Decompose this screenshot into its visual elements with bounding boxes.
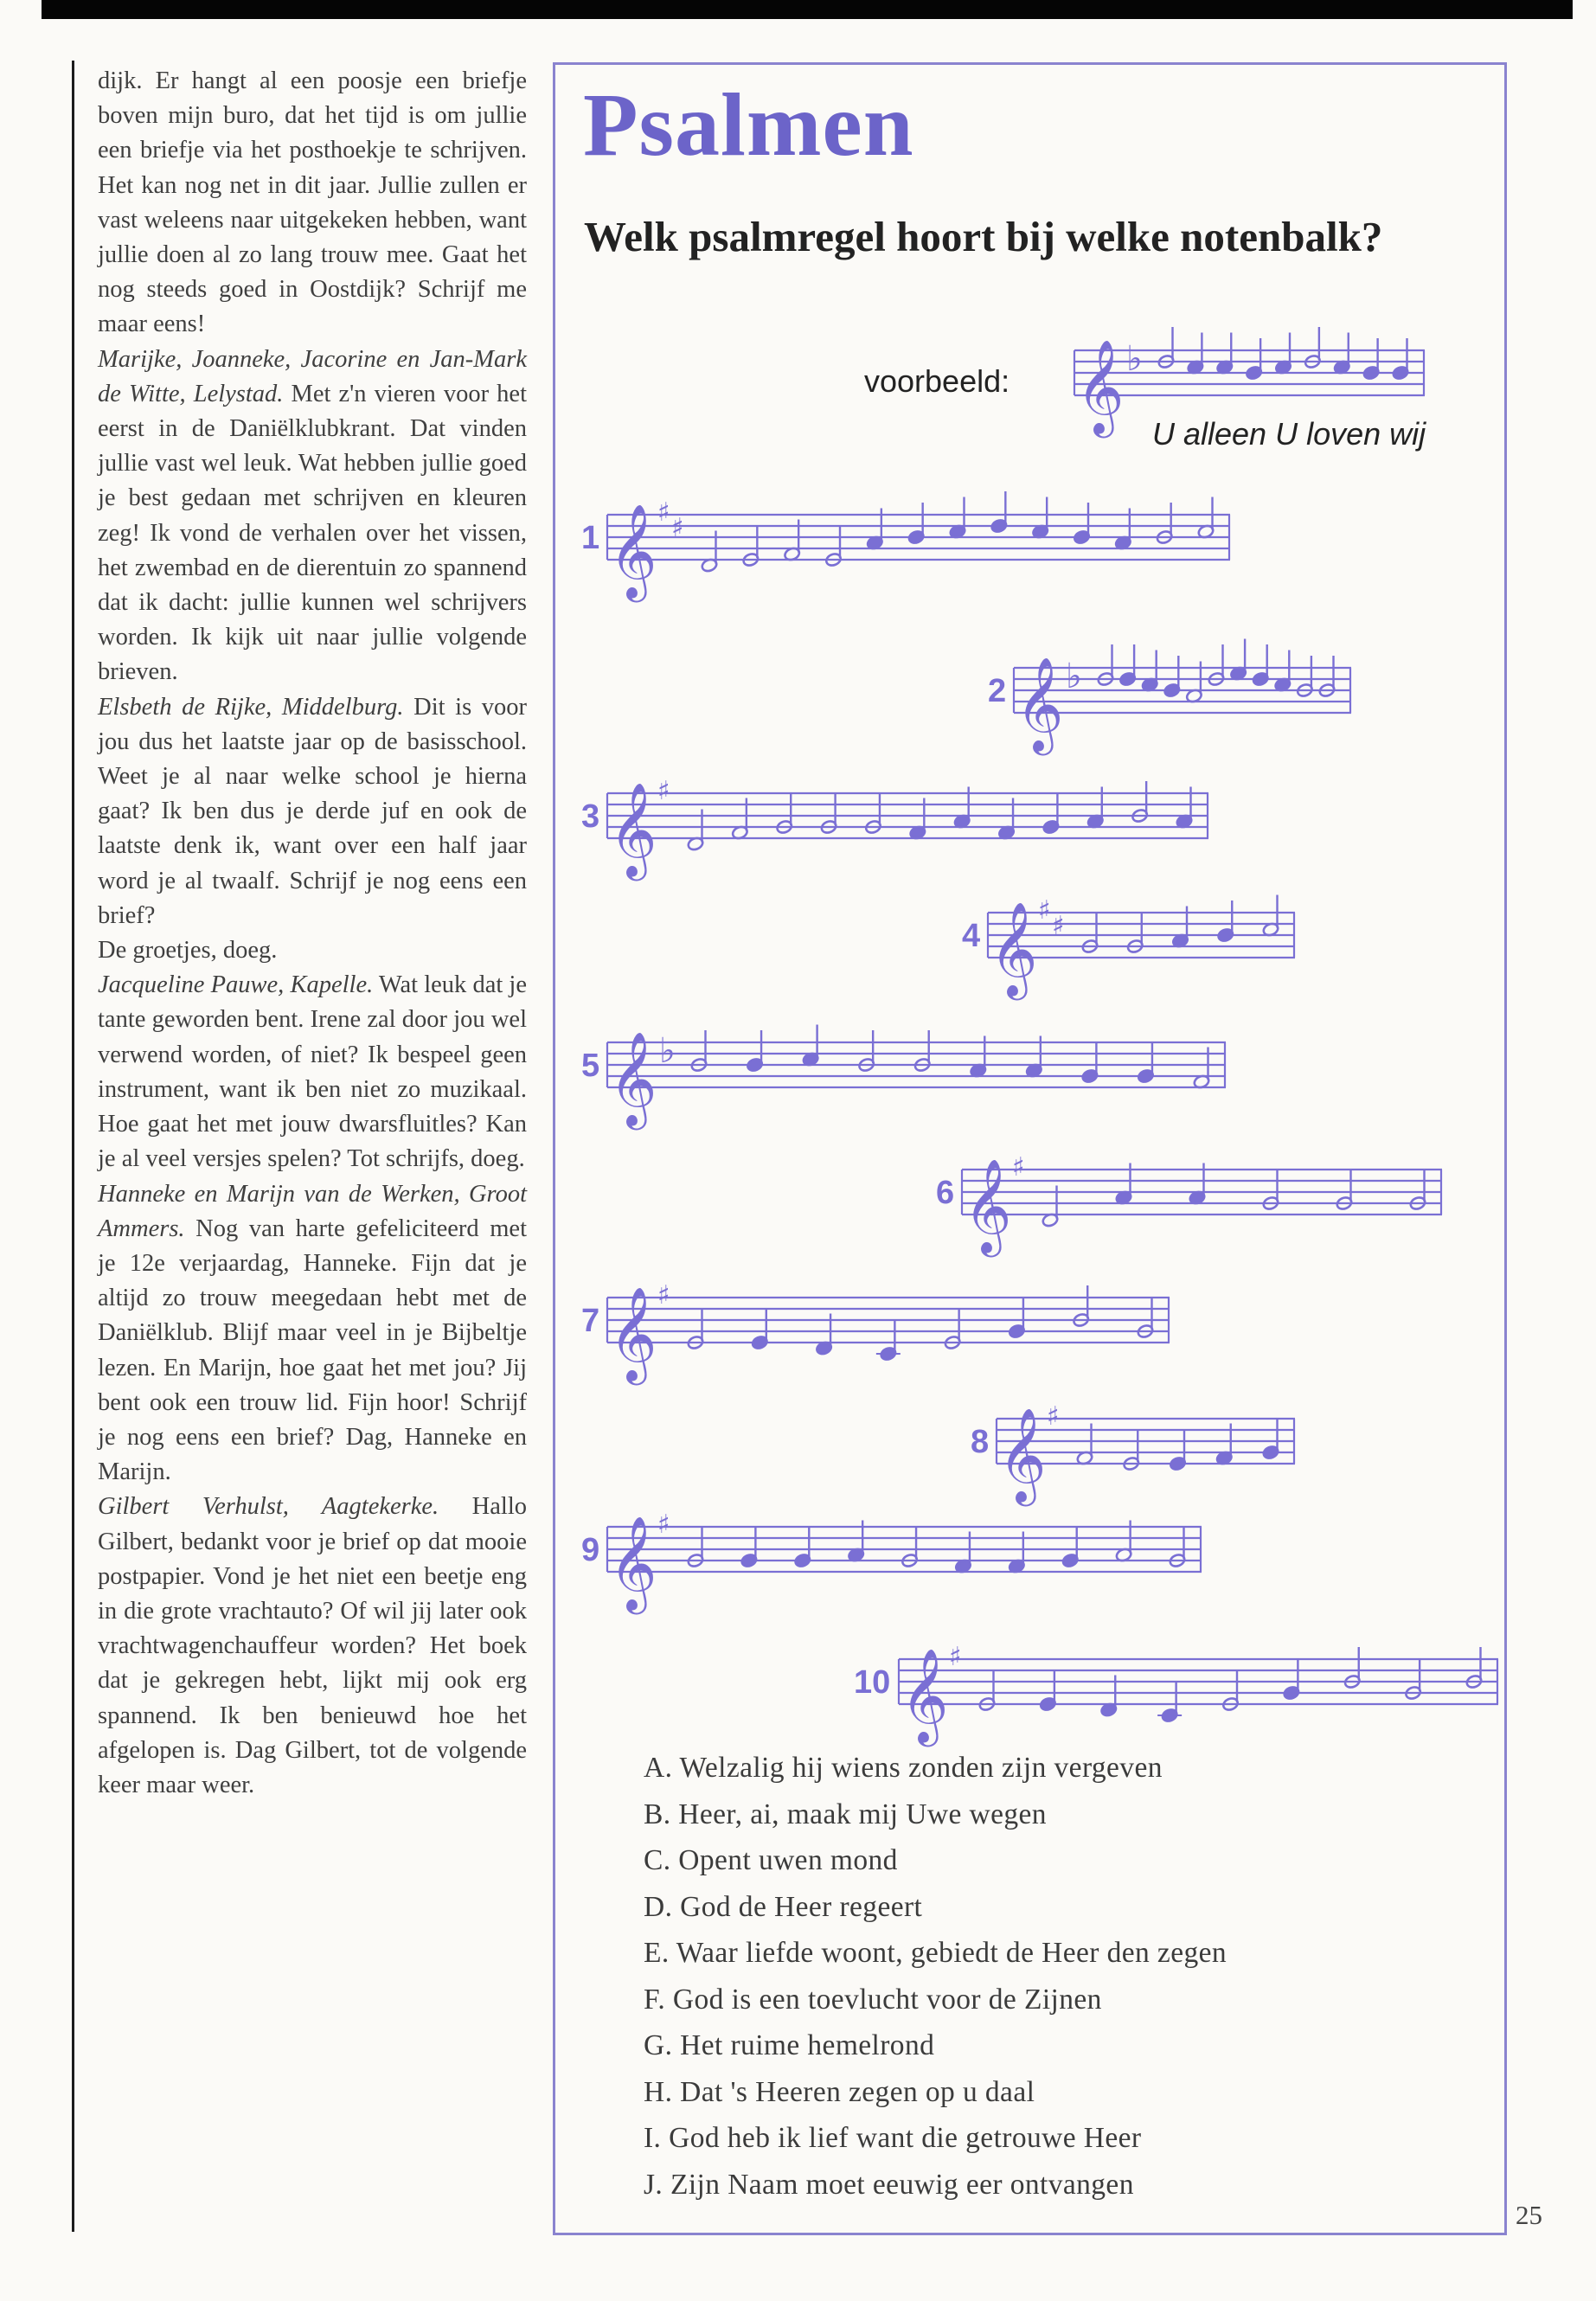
staff-number: 9 <box>581 1532 600 1568</box>
page-number: 25 <box>1516 2200 1542 2230</box>
treble-clef-icon: 𝄞 <box>1016 657 1064 752</box>
option-item: I. God heb ik lief want die getrouwe Heer <box>644 2122 1142 2154</box>
half-note <box>1336 1169 1353 1211</box>
letter-paragraph <box>98 690 527 933</box>
puzzle-title: Psalmen <box>583 75 914 175</box>
staff-number: 10 <box>854 1664 891 1701</box>
treble-clef-icon: 𝄞 <box>901 1649 949 1743</box>
half-note <box>824 525 842 567</box>
half-note <box>1123 1429 1140 1471</box>
puzzle-question: Welk psalmregel hoort bij welke notenbalk? <box>584 213 1383 260</box>
option-item: J. Zijn Naam moet eeuwig eer ontvangen <box>644 2168 1134 2201</box>
quarter-note <box>1274 651 1292 693</box>
option-item: G. Het ruime hemelrond <box>644 2029 935 2061</box>
quarter-note <box>1252 644 1269 687</box>
sharp-sign-icon: ♯ <box>657 1280 670 1311</box>
staff-9 <box>581 1492 1202 1611</box>
quarter-note <box>1283 1658 1300 1701</box>
sharp-sign-icon: ♯ <box>949 1642 962 1672</box>
half-note <box>1304 327 1321 369</box>
letter-recipient: Marijke, Joanneke, Jacorine en Jan-Mark de Witte, Lelystad. <box>98 345 527 407</box>
flat-sign-icon: ♭ <box>1126 339 1143 379</box>
example-text: U alleen U loven wij <box>1152 416 1426 452</box>
psalm-puzzle-box <box>553 62 1507 2235</box>
treble-clef-icon: 𝄞 <box>964 1159 1012 1253</box>
half-note <box>687 1308 704 1350</box>
treble-clef-icon: 𝄞 <box>609 783 657 877</box>
quarter-note <box>1039 1670 1056 1712</box>
quarter-note <box>1392 338 1409 381</box>
quarter-note <box>1169 1429 1186 1471</box>
option-item: H. Dat 's Heeren zegen op u daal <box>644 2075 1035 2108</box>
quarter-note <box>1073 503 1090 545</box>
half-note <box>742 525 760 567</box>
answer-options <box>644 1752 1227 2214</box>
quarter-note <box>794 1526 811 1568</box>
half-note <box>1197 497 1215 540</box>
quarter-note <box>876 1319 901 1362</box>
staff-number: 6 <box>936 1175 955 1211</box>
half-note <box>1081 912 1099 954</box>
option-item: C. Opent uwen mond <box>644 1844 898 1876</box>
half-note <box>857 1030 875 1073</box>
letter-text: Hallo Gilbert, bedankt voor je brief op dat mooie postpapier. Vond je het niet een beetje eng in die grote vrachtauto? Of wil jij later ook vrachtwagenchauffeur worden? Het boek dat je gekregen hebt, lijkt mij ook erg spannend. Ik ben benieuwd hoe het afgelopen is. Dag Gilbert, tot de volgende keer maar weer. <box>98 1493 527 1798</box>
treble-clef-icon: 𝄞 <box>990 902 1038 997</box>
half-note <box>1296 656 1313 698</box>
quarter-note <box>1333 333 1350 375</box>
letter-paragraph <box>98 933 527 968</box>
half-note <box>820 792 837 835</box>
half-note <box>1137 1297 1154 1339</box>
half-note <box>1208 644 1225 687</box>
staff-number: 5 <box>581 1048 600 1084</box>
sharp-sign-icon: ♯ <box>1038 895 1051 926</box>
option-item: F. God is een toevlucht voor de Zijnen <box>644 1983 1102 2016</box>
quarter-note <box>1061 1526 1079 1568</box>
staff-8 <box>971 1384 1295 1503</box>
option-item: A. Welzalig hij wiens zonden zijn vergeven <box>644 1752 1163 1784</box>
letter-text: Dit is voor jou dus het laatste jaar op de basisschool. Weet je al naar welke school je hierna gaat? Ik ben dus je derde juf en ook de laatste denk ik, want over een half jaar word je al twaalf. Schrijf je nog eens een brief? <box>98 693 528 929</box>
sharp-sign-icon: ♯ <box>1047 1401 1060 1432</box>
quarter-note <box>1245 338 1262 381</box>
flat-sign-icon: ♭ <box>1066 657 1082 696</box>
half-note <box>1465 1647 1483 1689</box>
quarter-note <box>1274 333 1292 375</box>
half-note <box>1131 781 1148 824</box>
letter-text: De groetjes, doeg. <box>98 937 278 965</box>
staff-10 <box>854 1625 1498 1743</box>
quarter-note <box>1031 497 1048 540</box>
half-note <box>864 792 881 835</box>
quarter-note <box>1187 333 1204 375</box>
quarter-note <box>802 1025 819 1067</box>
sharp-sign-icon: ♯ <box>657 776 670 806</box>
letter-paragraph <box>98 1490 527 1803</box>
quarter-note <box>751 1308 768 1350</box>
staff-number: 8 <box>971 1424 990 1460</box>
quarter-note <box>1157 1681 1182 1723</box>
staff-3 <box>581 759 1208 877</box>
staff-number: 4 <box>962 918 981 954</box>
quarter-note <box>1118 644 1136 687</box>
staff-number: 7 <box>581 1303 600 1339</box>
half-note <box>687 1526 704 1568</box>
example-label: voorbeeld: <box>864 363 1010 399</box>
staff-number: 3 <box>581 798 600 835</box>
sharp-sign-icon: ♯ <box>1052 911 1065 941</box>
option-item: D. God de Heer regeert <box>644 1890 923 1923</box>
example-staff <box>1074 316 1425 434</box>
letter-recipient: Gilbert Verhulst, Aagtekerke. <box>98 1493 439 1521</box>
staff-5 <box>581 1008 1226 1126</box>
half-note <box>1262 895 1279 938</box>
letter-paragraph <box>98 343 527 690</box>
letter-paragraph <box>98 64 527 343</box>
half-note <box>1262 1169 1279 1211</box>
quarter-note <box>740 1526 758 1568</box>
sharp-sign-icon: ♯ <box>657 497 670 528</box>
treble-clef-icon: 𝄞 <box>998 1408 1047 1503</box>
half-note <box>1404 1658 1421 1701</box>
quarter-note <box>949 497 966 540</box>
half-note <box>1221 1670 1239 1712</box>
letter-recipient: Jacqueline Pauwe, Kapelle. <box>98 971 374 999</box>
half-note <box>1126 912 1144 954</box>
half-note <box>1157 327 1175 369</box>
staff-6 <box>936 1135 1442 1253</box>
staff-1 <box>581 480 1230 599</box>
option-item: E. Waar liefde woont, gebiedt de Heer den zegen <box>644 1937 1227 1969</box>
quarter-note <box>1137 1042 1154 1084</box>
letters-column <box>98 64 527 1803</box>
staff-number: 1 <box>581 520 600 556</box>
treble-clef-icon: 𝄞 <box>1076 340 1125 434</box>
half-note <box>1169 1526 1186 1568</box>
half-note <box>901 1526 918 1568</box>
quarter-note <box>1229 639 1247 682</box>
quarter-note <box>1081 1042 1099 1084</box>
half-note <box>944 1308 961 1350</box>
quarter-note <box>1008 1297 1025 1339</box>
staff-4 <box>962 878 1295 997</box>
top-edge-bar <box>42 0 1573 19</box>
treble-clef-icon: 𝄞 <box>609 1516 657 1611</box>
treble-clef-icon: 𝄞 <box>609 504 657 599</box>
half-note <box>1156 503 1173 545</box>
letter-text: Nog van harte gefeliciteerd met je 12e verjaardag, Hanneke. Fijn dat je altijd zo trouw meegedaan hebt met de Daniëlklub. Blijf maar veel in je Bijbeltje lezen. En Marijn, hoe gaat het met jou? Jij bent ook een trouw lid. Fijn hoor! Schrijf je nog eens een brief? Dag, Hanneke en Marijn. <box>98 1215 527 1486</box>
half-note <box>1097 644 1114 687</box>
letter-text: dijk. Er hangt al een poosje een briefje boven mijn buro, dat het tijd is om jullie een briefje via het posthoekje te schrijven. Het kan nog net in dit jaar. Jullie zullen er vast weleens naar uitgekeken hebben, want jullie doen al zo lang trouw mee. Gaat het nog steeds goed in Oostdijk? Schrijf me maar eens! <box>98 67 527 338</box>
quarter-note <box>1163 656 1181 698</box>
sharp-sign-icon: ♯ <box>657 1509 670 1540</box>
quarter-note <box>1362 338 1380 381</box>
option-item: B. Heer, ai, maak mij Uwe wegen <box>644 1798 1047 1830</box>
half-note <box>1343 1647 1361 1689</box>
sharp-sign-icon: ♯ <box>1012 1152 1025 1183</box>
letter-text: Met z'n vieren voor het eerst in de Daniëlklubkrant. Dat vinden jullie vast wel leuk. Wat hebben jullie goed je best gedaan met schrijven en kleuren zeg! Ik vond de verhalen over het vissen, het zwembad en de dierentuin zo spannend dat ik dacht: jullie kunnen wel schrijvers worden. Ik kijk uit naar jullie volgende brieven. <box>98 380 527 686</box>
letter-recipient: Elsbeth de Rijke, Middelburg. <box>98 693 404 721</box>
quarter-note <box>1262 1418 1279 1460</box>
quarter-note <box>990 491 1008 534</box>
column-rule <box>72 61 74 2232</box>
quarter-note <box>1141 651 1158 693</box>
quarter-note <box>746 1030 763 1073</box>
quarter-note <box>1042 792 1060 835</box>
staff-2 <box>988 633 1351 752</box>
letter-paragraph <box>98 1177 527 1490</box>
treble-clef-icon: 𝄞 <box>609 1287 657 1381</box>
staff-number: 2 <box>988 673 1007 709</box>
quarter-note <box>907 503 925 545</box>
staff-7 <box>581 1263 1170 1381</box>
sharp-sign-icon: ♯ <box>671 513 684 543</box>
half-note <box>1409 1169 1426 1211</box>
half-note <box>1073 1285 1090 1328</box>
half-note <box>1318 656 1336 698</box>
letter-text: Wat leuk dat je tante geworden bent. Irene zal door jou wel verwend worden, of niet? Ik bespeel geen instrument, want ik ben niet zo muzikaal. Hoe gaat het met jouw dwarsfluitles? Kan je al veel versjes spelen? Tot schrijfs, doeg. <box>98 971 527 1173</box>
letter-paragraph <box>98 968 527 1176</box>
letter-recipient: Hanneke en Marijn van de Werken, Groot Ammers. <box>98 1180 527 1242</box>
quarter-note <box>1217 901 1234 943</box>
half-note <box>913 1030 931 1073</box>
half-note <box>690 1030 708 1073</box>
flat-sign-icon: ♭ <box>659 1031 676 1071</box>
treble-clef-icon: 𝄞 <box>609 1032 657 1126</box>
half-note <box>978 1670 996 1712</box>
quarter-note <box>1216 333 1234 375</box>
half-note <box>776 792 793 835</box>
